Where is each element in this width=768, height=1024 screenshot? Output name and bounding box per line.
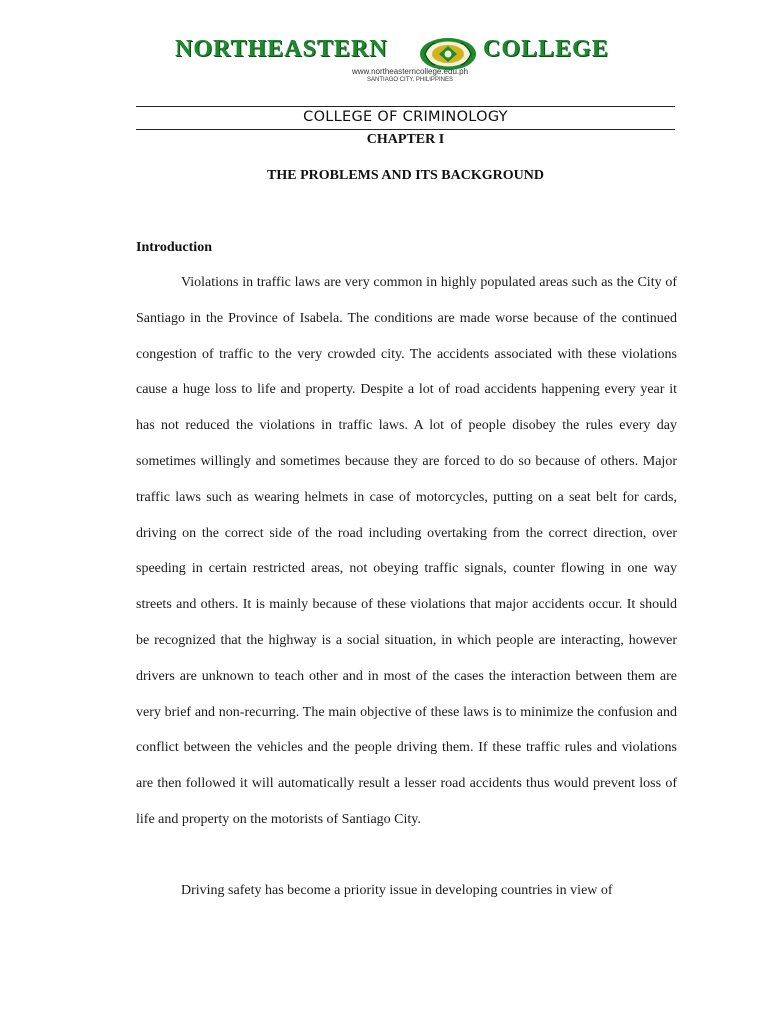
paragraph-text: Driving safety has become a priority issue in developing countries in view of (181, 883, 613, 898)
bottom-rule (136, 129, 675, 130)
paragraph-text: Violations in traffic laws are very common in highly populated areas such as the City of Santiago in the Province of Isabela. The conditions are made worse because of the continued congestion of traffic to the very crowded city. The accidents associated with these violations cause a huge loss to life and property. Despite a lot of road accidents happening every year it has not reduced the violations in traffic laws. A lot of people disobey the rules every day sometimes willingly and sometimes because they are forced to do so because of others. Major traffic laws such as wearing helmets in case of motorcycles, putting on a seat belt for cards, driving on the correct side of the road including overtaking from the correct direction, over speeding in certain restricted areas, not obeying traffic signals, counter flowing in one way streets and others. It is mainly because of these violations that major accidents occur. It should be recognized that the highway is a social situation, in which people are interacting, however drivers are unknown to teach other and in most of the cases the interaction between them are very brief and non-recurring. The main objective of these laws is to minimize the confusion and conflict between the vehicles and the people driving them. If these traffic rules and violations are then followed it will automatically result a lesser road accidents thus would prevent loss of life and property on the motorists of Santiago City. (136, 275, 677, 827)
paragraph (136, 873, 677, 909)
website-text: www.northeasterncollege.edu.ph (351, 67, 469, 76)
letterhead-address (350, 68, 470, 84)
chapter-heading: CHAPTER I (366, 132, 445, 147)
paragraph (136, 265, 677, 838)
chapter-title: THE PROBLEMS AND ITS BACKGROUND (267, 168, 544, 183)
top-rule (136, 106, 675, 107)
college-name-right: COLLEGE (483, 36, 609, 62)
location-text: SANTIAGO CITY, PHILIPPINES (367, 77, 453, 83)
section-heading: Introduction (136, 240, 212, 255)
college-name-left: NORTHEASTERN (175, 36, 388, 62)
department-title: COLLEGE OF CRIMINOLOGY (303, 109, 508, 125)
college-seal-icon (419, 37, 477, 71)
letterhead (0, 0, 768, 95)
